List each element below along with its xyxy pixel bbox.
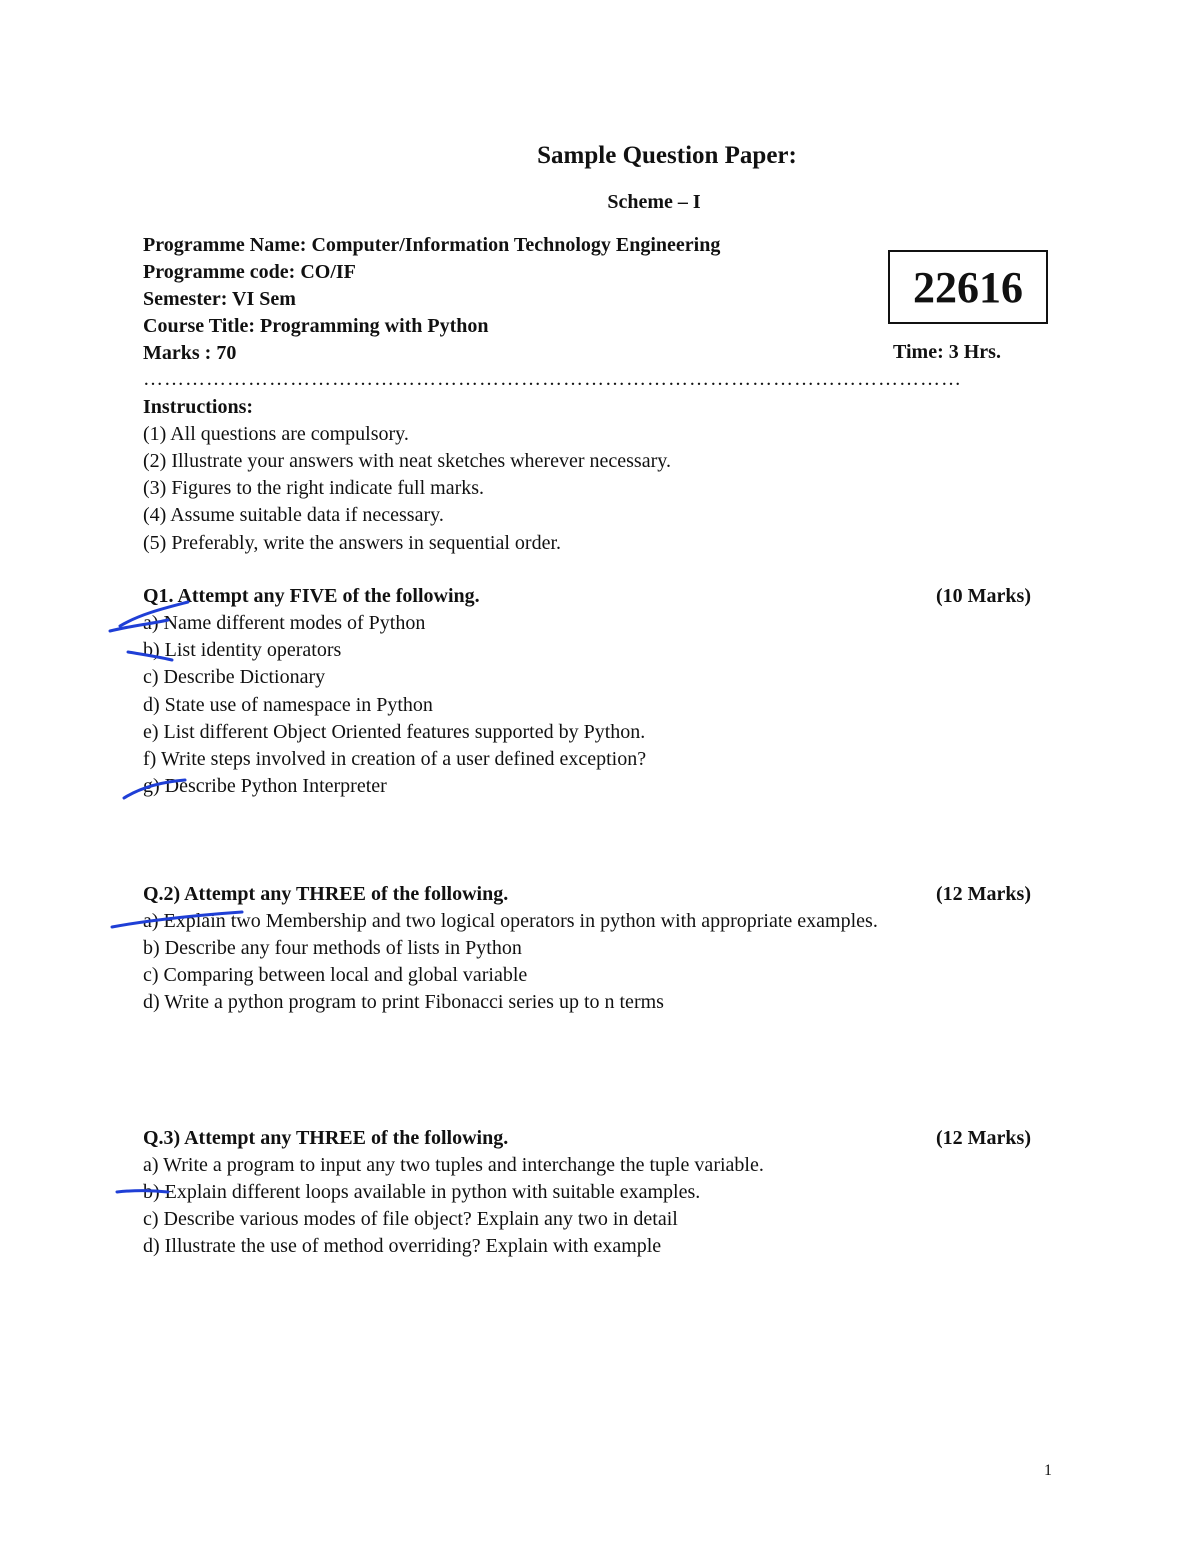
question-item: d) Write a python program to print Fibonacci series up to n terms [143, 991, 664, 1013]
instruction-item: (4) Assume suitable data if necessary. [143, 504, 444, 526]
question-item: b) List identity operators [143, 639, 342, 661]
instruction-item: (5) Preferably, write the answers in sequential order. [143, 532, 561, 554]
instruction-item: (3) Figures to the right indicate full marks. [143, 477, 485, 499]
question-3-title: Q.3) Attempt any THREE of the following. [143, 1127, 509, 1149]
question-1-marks: (10 Marks) [936, 585, 1031, 607]
question-2-title: Q.2) Attempt any THREE of the following. [143, 883, 509, 905]
scheme-label: Scheme – I [607, 191, 701, 213]
question-item: e) List different Object Oriented features supported by Python. [143, 721, 646, 743]
course-title: Course Title: Programming with Python [143, 315, 489, 337]
separator-line: ……………………………………………………………………………………………………… [143, 368, 962, 390]
total-marks: Marks : 70 [143, 342, 237, 364]
exam-duration: Time: 3 Hrs. [893, 341, 1001, 363]
question-item: g) Describe Python Interpreter [143, 775, 387, 797]
programme-code: Programme code: CO/IF [143, 261, 356, 283]
question-1-title: Q1. Attempt any FIVE of the following. [143, 585, 480, 607]
page-title: Sample Question Paper: [537, 142, 797, 169]
question-item: c) Comparing between local and global variable [143, 964, 528, 986]
question-item: c) Describe Dictionary [143, 666, 326, 688]
question-item: d) State use of namespace in Python [143, 694, 433, 716]
question-item: b) Explain different loops available in python with suitable examples. [143, 1181, 701, 1203]
instructions-heading: Instructions: [143, 396, 254, 418]
instruction-item: (1) All questions are compulsory. [143, 423, 409, 445]
question-item: d) Illustrate the use of method overriding? Explain with example [143, 1235, 662, 1257]
instruction-item: (2) Illustrate your answers with neat sketches wherever necessary. [143, 450, 671, 472]
question-2-marks: (12 Marks) [936, 883, 1031, 905]
question-item: f) Write steps involved in creation of a user defined exception? [143, 748, 647, 770]
page-number: 1 [1044, 1462, 1052, 1479]
question-2-heading [143, 883, 1031, 906]
programme-name: Programme Name: Computer/Information Technology Engineering [143, 234, 721, 256]
course-code-box: 22616 [888, 250, 1048, 324]
question-item: a) Name different modes of Python [143, 612, 426, 634]
question-item: b) Describe any four methods of lists in Python [143, 937, 522, 959]
question-item: a) Explain two Membership and two logical operators in python with appropriate examples. [143, 910, 878, 932]
question-1-heading [143, 585, 1031, 608]
semester: Semester: VI Sem [143, 288, 296, 310]
question-item: c) Describe various modes of file object? Explain any two in detail [143, 1208, 678, 1230]
question-3-heading [143, 1127, 1031, 1150]
question-item: a) Write a program to input any two tuples and interchange the tuple variable. [143, 1154, 764, 1176]
question-3-marks: (12 Marks) [936, 1127, 1031, 1149]
